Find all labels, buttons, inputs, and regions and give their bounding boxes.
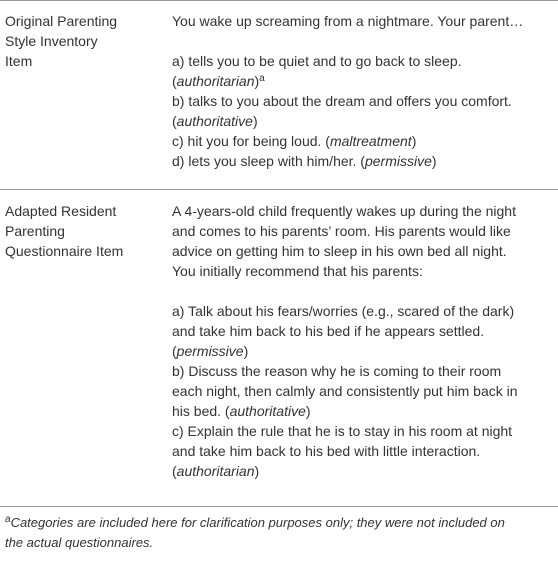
footnote-marker: a (259, 73, 265, 84)
stem-line: advice on getting him to sleep in his own bed all night. (172, 243, 507, 259)
label-line: Parenting (5, 223, 65, 239)
option-c-category-line: (authoritarian) (172, 463, 260, 479)
option-b-line: his bed. ( (172, 403, 230, 419)
option-c-category: maltreatment (329, 133, 412, 149)
option-b-text: b) talks to you about the dream and offers you comfort. (172, 93, 512, 109)
footnote-marker: a (5, 514, 11, 525)
option-a-category-line: (permissive) (172, 343, 249, 359)
option-d-text: d) lets you sleep with him/her. ( (172, 153, 365, 169)
option-b-category: authoritative (229, 403, 306, 419)
option-c-text: c) hit you for being loud. ( (172, 133, 330, 149)
option-b-category-line: (authoritative) (172, 113, 258, 129)
label-line: Original Parenting (5, 13, 118, 29)
option-b-category: authoritative (176, 113, 253, 129)
label-line: Item (5, 53, 33, 69)
label-line: Style Inventory (5, 33, 98, 49)
table-top-rule (0, 0, 558, 1)
footnote-line (5, 513, 555, 533)
footnote-text: the actual questionnaires. (5, 535, 154, 550)
option-d-line: d) lets you sleep with him/her. (permissive) (172, 153, 437, 169)
option-b-category-line: his bed. (authoritative) (172, 403, 311, 419)
option-c-line: c) hit you for being loud. (maltreatment) (172, 133, 417, 149)
stem-line: You initially recommend that his parents: (172, 263, 423, 279)
option-c-category: authoritarian (176, 463, 255, 479)
row-label-adapted (5, 201, 153, 261)
option-a-line: and take him back to his bed if he appears settled. (172, 323, 485, 339)
option-c-line: and take him back to his bed with little interaction. (172, 443, 481, 459)
label-line: Adapted Resident (5, 203, 117, 219)
item-stem: You wake up screaming from a nightmare. Your parent… (172, 13, 524, 29)
footnote-text: Categories are included here for clarification purposes only; they were not included on (10, 515, 505, 530)
table-footnote (5, 513, 555, 553)
option-a-category: permissive (176, 343, 244, 359)
stem-line: and comes to his parents’ room. His parents would like (172, 223, 511, 239)
row-label-original (5, 11, 153, 71)
option-a-text: a) tells you to be quiet and to go back to sleep. (172, 53, 462, 69)
option-a-category: authoritarian (176, 73, 255, 89)
row-divider (0, 189, 558, 190)
option-a-category-line: (authoritarian)$^a$ (172, 73, 265, 89)
option-a-line: a) Talk about his fears/worries (e.g., scared of the dark) (172, 303, 515, 319)
row-content-original (172, 11, 556, 171)
row-content-adapted (172, 201, 556, 481)
table-bottom-rule (0, 506, 558, 507)
label-line: Questionnaire Item (5, 243, 124, 259)
stem-line: A 4-years-old child frequently wakes up during the night (172, 203, 516, 219)
option-b-line: b) Discuss the reason why he is coming to their room (172, 363, 502, 379)
option-d-category: permissive (364, 153, 432, 169)
option-b-line: each night, then calmly and consistently put him back in (172, 383, 518, 399)
option-c-line: c) Explain the rule that he is to stay in his room at night (172, 423, 513, 439)
